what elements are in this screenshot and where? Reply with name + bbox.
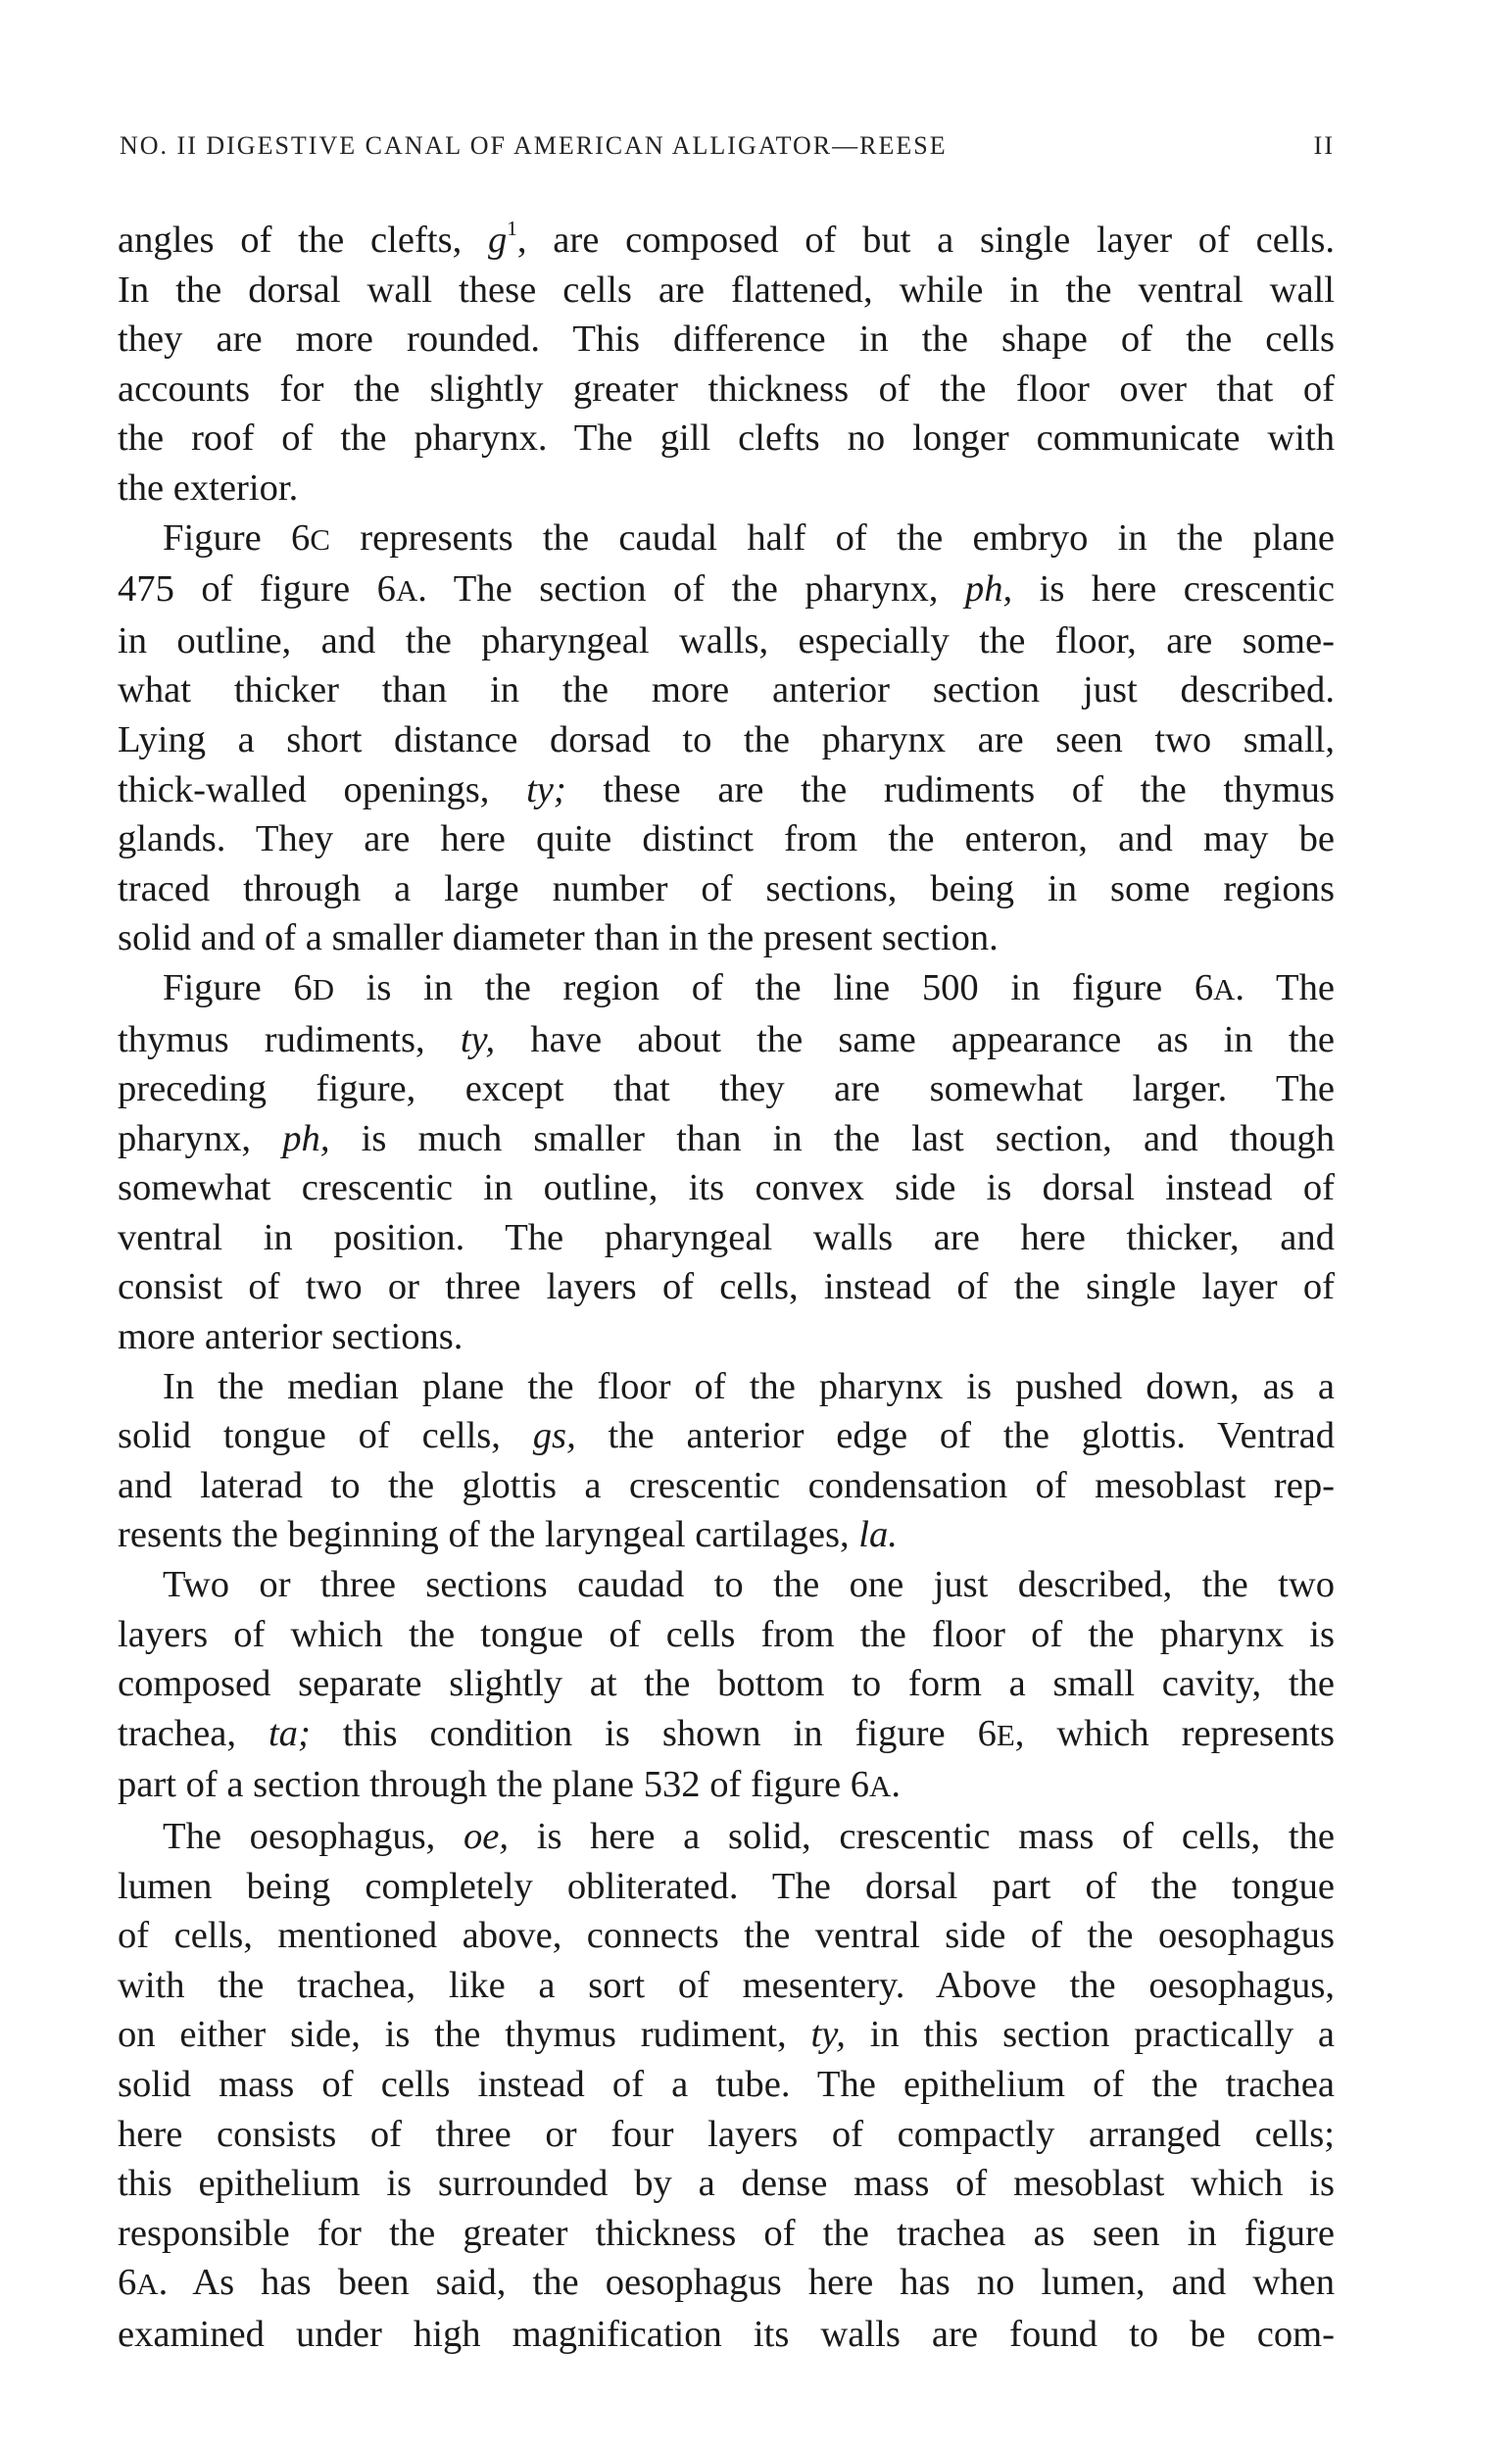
text-line: Two or three sections caudad to the one just described, the two: [163, 1564, 1335, 1606]
text-line: more anterior sections.: [118, 1316, 463, 1358]
text-line: ventral in position. The pharyngeal walls are here thicker, and: [118, 1216, 1335, 1258]
text-line: in outline, and the pharyngeal walls, especially the floor, are some-: [118, 619, 1335, 661]
text-line: they are more rounded. This difference in the shape of the cells: [118, 318, 1335, 361]
text-line: on either side, is the thymus rudiment, ty, in this section practically a: [118, 2014, 1335, 2056]
text-line: part of a section through the plane 532 of figure 6A.: [118, 1764, 902, 1806]
running-header: [120, 131, 1335, 171]
body-text: [118, 216, 1335, 2360]
text-line: layers of which the tongue of cells from the floor of the pharynx is: [118, 1613, 1335, 1655]
text-line: In the median plane the floor of the pharynx is pushed down, as a: [163, 1365, 1335, 1407]
text-line: the exterior.: [118, 466, 299, 509]
text-line: what thicker than in the more anterior section just described.: [118, 669, 1335, 711]
text-line: composed separate slightly at the bottom to form a small cavity, the: [118, 1663, 1335, 1705]
text-line: accounts for the slightly greater thickness of the floor over that of: [118, 367, 1335, 410]
text-line: and laterad to the glottis a crescentic condensation of mesoblast rep-: [118, 1464, 1335, 1506]
text-line: solid mass of cells instead of a tube. The epithelium of the trachea: [118, 2063, 1335, 2105]
text-line: thymus rudiments, ty, have about the same appearance as in the: [118, 1018, 1335, 1060]
text-line: Lying a short distance dorsad to the pharynx are seen two small,: [118, 718, 1335, 760]
text-line: Figure 6C represents the caudal half of the embryo in the plane: [163, 516, 1335, 559]
text-line: In the dorsal wall these cells are flattened, while in the ventral wall: [118, 269, 1335, 311]
text-line: 6A. As has been said, the oesophagus here has no lumen, and when: [118, 2262, 1335, 2304]
text-line: here consists of three or four layers of compactly arranged cells;: [118, 2113, 1335, 2155]
text-line: trachea, ta; this condition is shown in figure 6E, which represents: [118, 1712, 1335, 1754]
text-line: traced through a large number of sections, being in some regions: [118, 867, 1335, 909]
text-line: the roof of the pharynx. The gill clefts no longer communicate with: [118, 417, 1335, 460]
text-line: consist of two or three layers of cells, instead of the single layer of: [118, 1266, 1335, 1308]
text-line: solid and of a smaller diameter than in the present section.: [118, 917, 999, 959]
page-number: II: [1313, 131, 1335, 160]
text-line: Figure 6D is in the region of the line 500 in figure 6A. The: [163, 966, 1336, 1008]
running-title: NO. II DIGESTIVE CANAL OF AMERICAN ALLIGATOR—REESE: [120, 131, 948, 160]
text-line: 475 of figure 6A. The section of the pharynx, ph, is here crescentic: [118, 568, 1336, 611]
text-line: The oesophagus, oe, is here a solid, crescentic mass of cells, the: [163, 1816, 1335, 1857]
text-line: lumen being completely obliterated. The dorsal part of the tongue: [118, 1865, 1335, 1907]
text-line: thick-walled openings, ty; these are the rudiments of the thymus: [118, 768, 1335, 810]
text-line: with the trachea, like a sort of mesentery. Above the oesophagus,: [118, 1964, 1335, 2006]
text-line: of cells, mentioned above, connects the ventral side of the oesophagus: [118, 1915, 1335, 1957]
text-line: preceding figure, except that they are somewhat larger. The: [118, 1068, 1335, 1110]
text-line: resents the beginning of the laryngeal cartilages, la.: [118, 1514, 898, 1556]
text-line: solid tongue of cells, gs, the anterior edge of the glottis. Ventrad: [118, 1415, 1335, 1457]
text-line: glands. They are here quite distinct from the enteron, and may be: [118, 818, 1335, 860]
text-line: responsible for the greater thickness of the trachea as seen in figure: [118, 2212, 1335, 2254]
text-line: this epithelium is surrounded by a dense mass of mesoblast which is: [118, 2163, 1335, 2205]
text-line: somewhat crescentic in outline, its convex side is dorsal instead of: [118, 1167, 1335, 1209]
text-line: examined under high magnification its walls are found to be com-: [118, 2313, 1335, 2355]
text-line: pharynx, ph, is much smaller than in the last section, and though: [118, 1117, 1335, 1159]
text-line: angles of the clefts, $g^1$, are composed of but a single layer of cells.: [118, 217, 1335, 261]
